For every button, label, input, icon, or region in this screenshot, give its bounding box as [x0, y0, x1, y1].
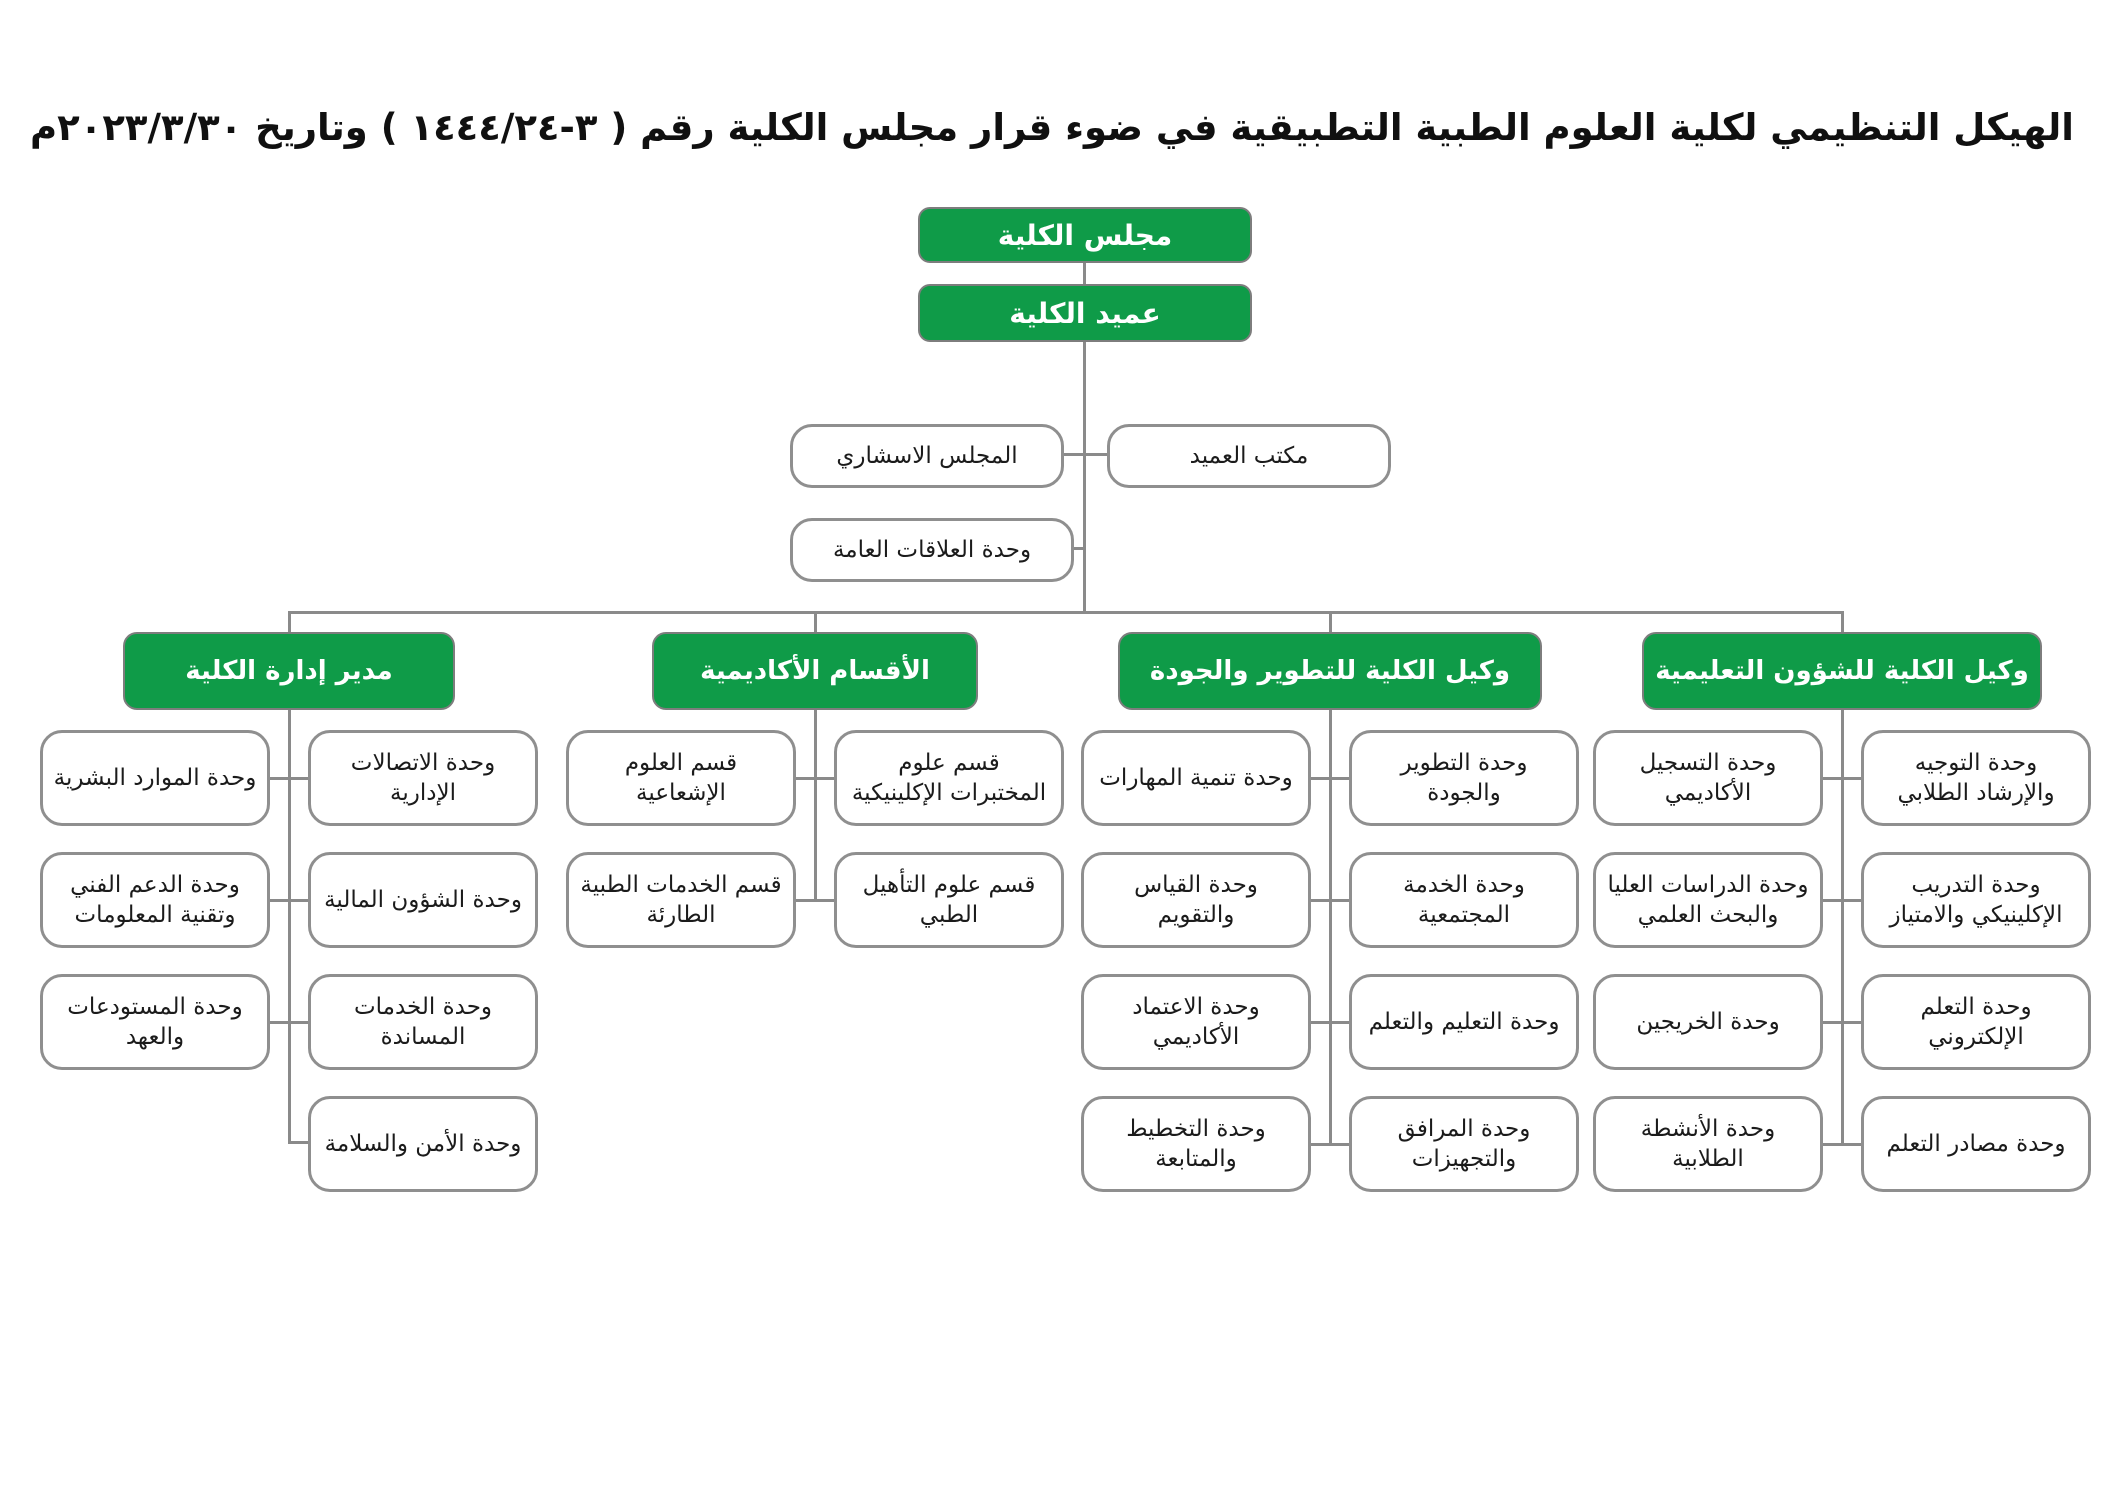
- node-student-activities-unit: وحدة الأنشطة الطلابية: [1593, 1096, 1823, 1192]
- node-alumni-unit: وحدة الخريجين: [1593, 974, 1823, 1070]
- node-hr-unit: وحدة الموارد البشرية: [40, 730, 270, 826]
- node-planning-followup-unit: وحدة التخطيط والمتابعة: [1081, 1096, 1311, 1192]
- connector-line: [1823, 1021, 1861, 1024]
- connector-line: [1083, 342, 1086, 613]
- connector-line: [796, 777, 834, 780]
- node-student-guidance-counseling-unit: وحدة التوجيه والإرشاد الطلابي: [1861, 730, 2091, 826]
- connector-line: [1083, 263, 1086, 284]
- node-security-safety-unit: وحدة الأمن والسلامة: [308, 1096, 538, 1192]
- node-tech-support-it-unit: وحدة الدعم الفني وتقنية المعلومات: [40, 852, 270, 948]
- connector-line: [1841, 611, 1844, 632]
- connector-line: [270, 1021, 308, 1024]
- node-advisory-board: المجلس الاسشاري: [790, 424, 1064, 488]
- node-community-service-unit: وحدة الخدمة المجتمعية: [1349, 852, 1579, 948]
- node-skills-development-unit: وحدة تنمية المهارات: [1081, 730, 1311, 826]
- connector-line: [1074, 547, 1083, 550]
- node-support-services-unit: وحدة الخدمات المساندة: [308, 974, 538, 1070]
- node-learning-resources-unit: وحدة مصادر التعلم: [1861, 1096, 2091, 1192]
- connector-line: [1823, 899, 1861, 902]
- connector-line: [288, 1141, 308, 1144]
- node-warehouses-custody-unit: وحدة المستودعات والعهد: [40, 974, 270, 1070]
- node-public-relations-unit: وحدة العلاقات العامة: [790, 518, 1074, 582]
- node-financial-affairs-unit: وحدة الشؤون المالية: [308, 852, 538, 948]
- connector-line: [1311, 899, 1349, 902]
- node-elearning-unit: وحدة التعلم الإلكتروني: [1861, 974, 2091, 1070]
- connector-line: [289, 611, 1844, 614]
- node-facilities-equipment-unit: وحدة المرافق والتجهيزات: [1349, 1096, 1579, 1192]
- connector-line: [814, 611, 817, 632]
- connector-line: [1086, 453, 1107, 456]
- connector-line: [1064, 453, 1083, 456]
- node-academic-accreditation-unit: وحدة الاعتماد الأكاديمي: [1081, 974, 1311, 1070]
- connector-line: [288, 710, 291, 1144]
- node-dean-office: مكتب العميد: [1107, 424, 1391, 488]
- connector-line: [1311, 777, 1349, 780]
- connector-line: [1311, 1021, 1349, 1024]
- connector-line: [814, 710, 817, 900]
- node-graduate-studies-research-unit: وحدة الدراسات العليا والبحث العلمي: [1593, 852, 1823, 948]
- node-development-quality-unit: وحدة التطوير والجودة: [1349, 730, 1579, 826]
- connector-line: [1823, 1143, 1861, 1146]
- connector-line: [288, 611, 291, 632]
- branch-header-vice-dean-development-quality: وكيل الكلية للتطوير والجودة: [1118, 632, 1542, 710]
- connector-line: [1823, 777, 1861, 780]
- node-clinical-training-internship-unit: وحدة التدريب الإكلينيكي والامتياز: [1861, 852, 2091, 948]
- node-radiological-sciences-dept: قسم العلوم الإشعاعية: [566, 730, 796, 826]
- connector-line: [1329, 710, 1332, 1144]
- node-measurement-evaluation-unit: وحدة القياس والتقويم: [1081, 852, 1311, 948]
- connector-line: [270, 777, 308, 780]
- node-college-dean: عميد الكلية: [918, 284, 1252, 342]
- node-clinical-laboratory-sciences-dept: قسم علوم المختبرات الإكلينيكية: [834, 730, 1064, 826]
- connector-line: [1311, 1143, 1349, 1146]
- connector-line: [796, 899, 834, 902]
- node-college-council: مجلس الكلية: [918, 207, 1252, 263]
- connector-line: [1329, 611, 1332, 632]
- branch-header-admin-director: مدير إدارة الكلية: [123, 632, 455, 710]
- node-medical-rehabilitation-sciences-dept: قسم علوم التأهيل الطبي: [834, 852, 1064, 948]
- connector-line: [270, 899, 308, 902]
- node-teaching-learning-unit: وحدة التعليم والتعلم: [1349, 974, 1579, 1070]
- page-title: الهيكل التنظيمي لكلية العلوم الطبية التطبيقية في ضوء قرار مجلس الكلية رقم ( ٣-١٤٤٤/٢٤ ) وتاريخ ٢٠٢٣/٣/٣٠م: [30, 106, 2074, 149]
- node-academic-registration-unit: وحدة التسجيل الأكاديمي: [1593, 730, 1823, 826]
- node-emergency-medical-services-dept: قسم الخدمات الطبية الطارئة: [566, 852, 796, 948]
- connector-line: [1841, 710, 1844, 1144]
- node-admin-communications-unit: وحدة الاتصالات الإدارية: [308, 730, 538, 826]
- branch-header-vice-dean-educational-affairs: وكيل الكلية للشؤون التعليمية: [1642, 632, 2042, 710]
- branch-header-academic-departments: الأقسام الأكاديمية: [652, 632, 978, 710]
